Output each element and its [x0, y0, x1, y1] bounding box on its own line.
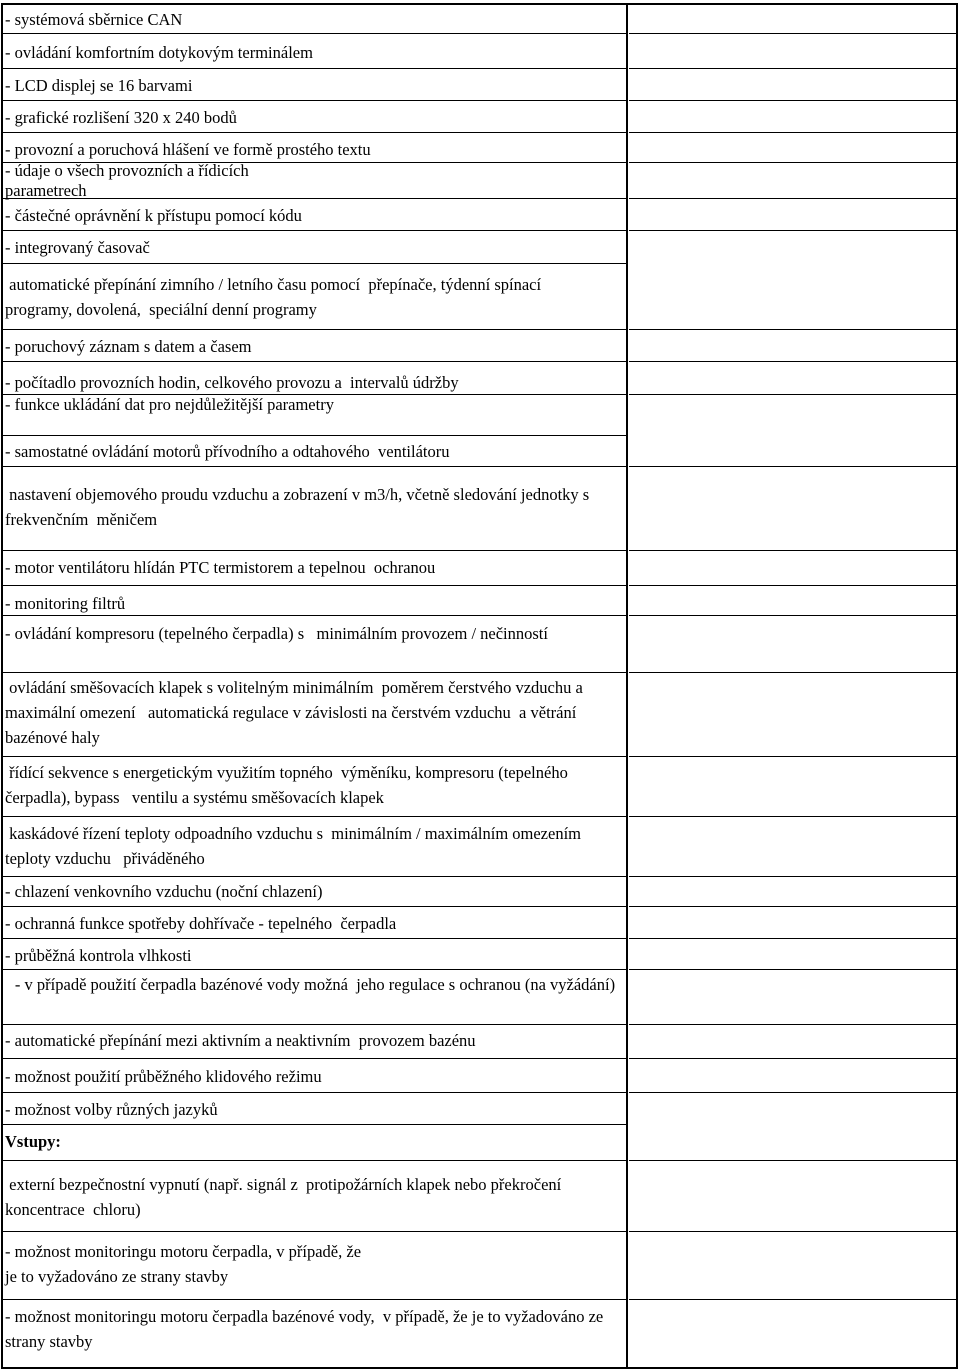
row-divider [629, 672, 958, 673]
row-divider [629, 585, 958, 586]
row-divider [629, 1160, 958, 1161]
row-divider [1, 361, 627, 362]
row-divider [1, 132, 627, 133]
spec-row: - údaje o všech provozních a řídicích parametrech [5, 161, 253, 200]
spec-table [1, 3, 958, 1369]
spec-row: - možnost volby různých jazyků [5, 1100, 218, 1119]
row-divider [629, 68, 958, 69]
row-divider [1, 1024, 627, 1025]
row-divider [629, 329, 958, 330]
row-divider [1, 1231, 627, 1232]
section-heading-inputs: Vstupy: [5, 1132, 61, 1151]
table-border-top [1, 3, 958, 5]
row-divider [1, 969, 627, 970]
row-divider [1, 1092, 627, 1093]
spec-row: - možnost monitoringu motoru čerpadla bazénové vody, v případě, že je to vyžadováno ze strany stavby [5, 1307, 608, 1351]
row-divider [629, 132, 958, 133]
column-divider [626, 3, 628, 1369]
spec-row: - monitoring filtrů [5, 594, 126, 613]
spec-row: externí bezpečnostní vypnutí (např. signál z protipožárních klapek nebo překročení koncentrace chloru) [5, 1175, 566, 1219]
row-divider [629, 1024, 958, 1025]
spec-row: - ochranná funkce spotřeby dohřívače - tepelného čerpadla [5, 914, 397, 933]
row-divider [1, 68, 627, 69]
row-divider [1, 1299, 627, 1300]
row-divider [629, 100, 958, 101]
row-divider [629, 938, 958, 939]
spec-row: řídící sekvence s energetickým využitím topného výměníku, kompresoru (tepelného čerpadla), bypass ventilu a systému směšovacích klapek [5, 763, 572, 807]
row-divider [1, 1124, 627, 1125]
row-divider [629, 162, 958, 163]
row-divider [1, 816, 627, 817]
row-divider [629, 394, 958, 395]
spec-row: automatické přepínání zimního / letního času pomocí přepínače, týdenní spínací programy, dovolená, speciální denní programy [5, 275, 546, 319]
spec-row: - ovládání kompresoru (tepelného čerpadla) s minimálním provozem / nečinností [5, 624, 548, 643]
spec-row: - poruchový záznam s datem a časem [5, 337, 252, 356]
row-divider [629, 876, 958, 877]
spec-row: - integrovaný časovač [5, 238, 150, 257]
row-divider [1, 876, 627, 877]
table-border-bottom [1, 1367, 958, 1369]
row-divider [1, 938, 627, 939]
row-divider [629, 1299, 958, 1300]
row-divider [629, 466, 958, 467]
row-divider [629, 1092, 958, 1093]
row-divider [1, 756, 627, 757]
row-divider [1, 1160, 627, 1161]
spec-row: - systémová sběrnice CAN [5, 10, 183, 29]
row-divider [629, 615, 958, 616]
row-divider [629, 361, 958, 362]
row-divider [1, 466, 627, 467]
spec-row: - možnost monitoringu motoru čerpadla, v případě, že je to vyžadováno ze strany stavby [5, 1242, 374, 1286]
row-divider [1, 329, 627, 330]
spec-row: - ovládání komfortním dotykovým terminálem [5, 43, 313, 62]
row-divider [1, 550, 627, 551]
row-divider [629, 230, 958, 231]
spec-row: - provozní a poruchová hlášení ve formě prostého textu [5, 140, 371, 159]
spec-row: - motor ventilátoru hlídán PTC termistorem a tepelnou ochranou [5, 558, 436, 577]
spec-row: - grafické rozlišení 320 x 240 bodů [5, 108, 237, 127]
row-divider [1, 585, 627, 586]
table-border-left [1, 3, 3, 1369]
row-divider [1, 906, 627, 907]
row-divider [629, 906, 958, 907]
spec-row: - automatické přepínání mezi aktivním a neaktivním provozem bazénu [5, 1031, 476, 1050]
row-divider [1, 263, 627, 264]
spec-row: - funkce ukládání dat pro nejdůležitější parametry [5, 395, 334, 414]
spec-row: - průběžná kontrola vlhkosti [5, 946, 192, 965]
spec-row: - částečné oprávnění k přístupu pomocí kódu [5, 206, 302, 225]
table-border-right [956, 3, 958, 1369]
row-divider [629, 969, 958, 970]
row-divider [1, 230, 627, 231]
row-divider [1, 1058, 627, 1059]
row-divider [629, 33, 958, 34]
spec-row: - chlazení venkovního vzduchu (noční chlazení) [5, 882, 323, 901]
row-divider [629, 816, 958, 817]
row-divider [1, 672, 627, 673]
spec-row: nastavení objemového proudu vzduchu a zobrazení v m3/h, včetně sledování jednotky s frekvenčním měničem [5, 485, 594, 529]
row-divider [1, 33, 627, 34]
spec-row: kaskádové řízení teploty odpoadního vzduchu s minimálním / maximálním omezením teploty vzduchu přiváděného [5, 824, 586, 868]
row-divider [629, 550, 958, 551]
row-divider [629, 198, 958, 199]
row-divider [629, 756, 958, 757]
row-divider [1, 198, 627, 199]
spec-row: - počítadlo provozních hodin, celkového provozu a intervalů údržby [5, 373, 459, 392]
row-divider [629, 1231, 958, 1232]
spec-row: - v případě použití čerpadla bazénové vody možná jeho regulace s ochranou (na vyžádání) [14, 975, 616, 994]
spec-row: ovládání směšovacích klapek s volitelným minimálním poměrem čerstvého vzduchu a maximální omezení automatická regulace v závislosti na čerstvém vzduchu a větrání bazénové haly [5, 678, 587, 747]
spec-row: - samostatné ovládání motorů přívodního a odtahového ventilátoru [5, 442, 450, 461]
row-divider [1, 100, 627, 101]
spec-row: - možnost použití průběžného klidového režimu [5, 1067, 322, 1086]
spec-row: - LCD displej se 16 barvami [5, 76, 193, 95]
row-divider [629, 1058, 958, 1059]
row-divider [1, 435, 627, 436]
